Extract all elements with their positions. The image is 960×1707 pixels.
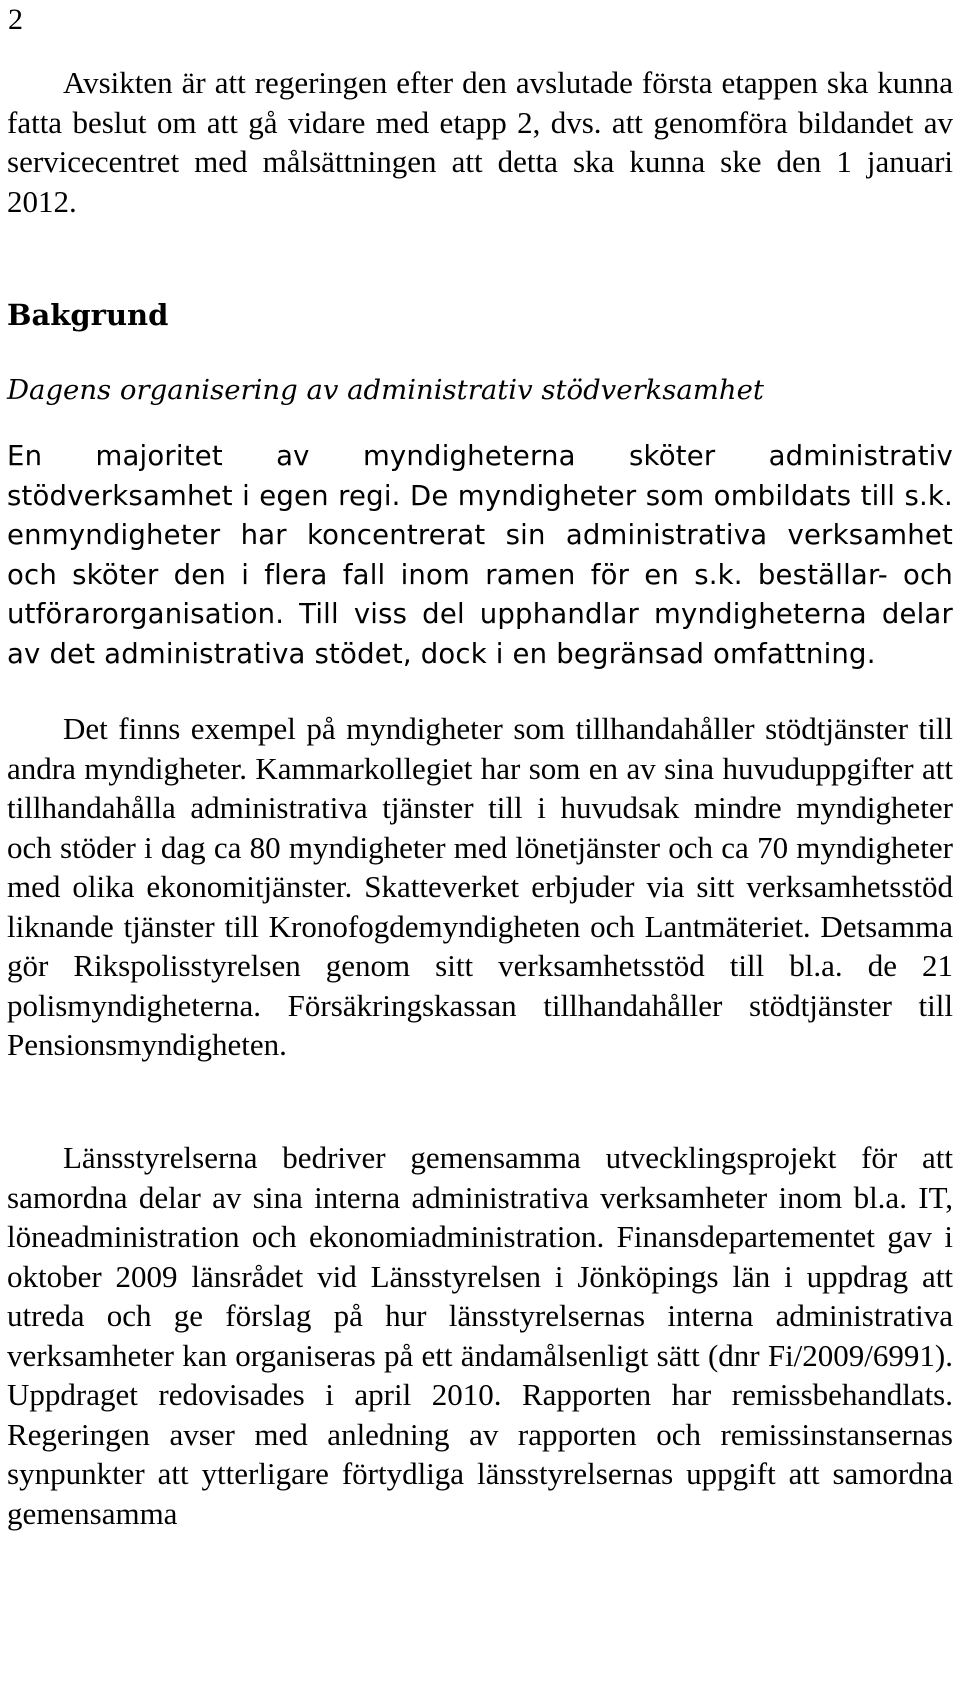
intro-text: Avsikten är att regeringen efter den avslutade första etappen ska kunna fatta beslut om att gå vidare med etapp 2, dvs. att genomföra bildandet av servicecentret med målsättningen att detta ska kunna ske den 1 januari 2012. (7, 65, 953, 219)
section-subheading: Dagens organisering av administrativ stödverksamhet (7, 374, 764, 406)
intro-paragraph (7, 63, 953, 221)
section-heading: Bakgrund (7, 298, 169, 332)
body-paragraph-3 (7, 1138, 953, 1533)
body-paragraph-2-text: Det finns exempel på myndigheter som tillhandahåller stödtjänster till andra myndigheter. Kammarkollegiet har som en av sina huvuduppgifter att tillhandahålla administrativa tjänster till i huvudsak mindre myndigheter och stöder i dag ca 80 myndigheter med lönetjänster och ca 70 myndigheter med olika ekonomitjänster. Skatteverket erbjuder via sitt verksamhetsstöd liknande tjänster till Kronofogdemyndigheten och Lantmäteriet. Detsamma gör Rikspolisstyrelsen genom sitt verksamhetsstöd till bl.a. de 21 polismyndigheterna. Försäkringskassan tillhandahåller stödtjänster till Pensionsmyndigheten. (7, 711, 953, 1062)
body-paragraph-3-text: Länsstyrelserna bedriver gemensamma utvecklingsprojekt för att samordna delar av sina interna administrativa verksamheter inom bl.a. IT, löneadministration och ekonomiadministration. Finansdepartementet gav i oktober 2009 länsrådet vid Länsstyrelsen i Jönköpings län i uppdrag att utreda och ge förslag på hur länsstyrelsernas interna administrativa verksamheter kan organiseras på ett ändamålsenligt sätt (dnr Fi/2009/6991). Uppdraget redovisades i april 2010. Rapporten har remissbehandlats. Regeringen avser med anledning av rapporten och remissinstansernas synpunkter att ytterligare förtydliga länsstyrelsernas uppgift att samordna gemensamma (7, 1140, 953, 1531)
body-paragraph-1 (7, 437, 953, 674)
body-paragraph-1-text: En majoritet av myndigheterna sköter administrativ stödverksamhet i egen regi. De myndigheter som ombildats till s.k. enmyndigheter har koncentrerat sin administrativa verksamhet och sköter den i flera fall inom ramen för en s.k. beställar- och utförarorganisation. Till viss del upphandlar myndigheterna delar av det administrativa stödet, dock i en begränsad omfattning. (7, 440, 953, 670)
page-number: 2 (8, 3, 23, 36)
body-paragraph-2 (7, 709, 953, 1065)
